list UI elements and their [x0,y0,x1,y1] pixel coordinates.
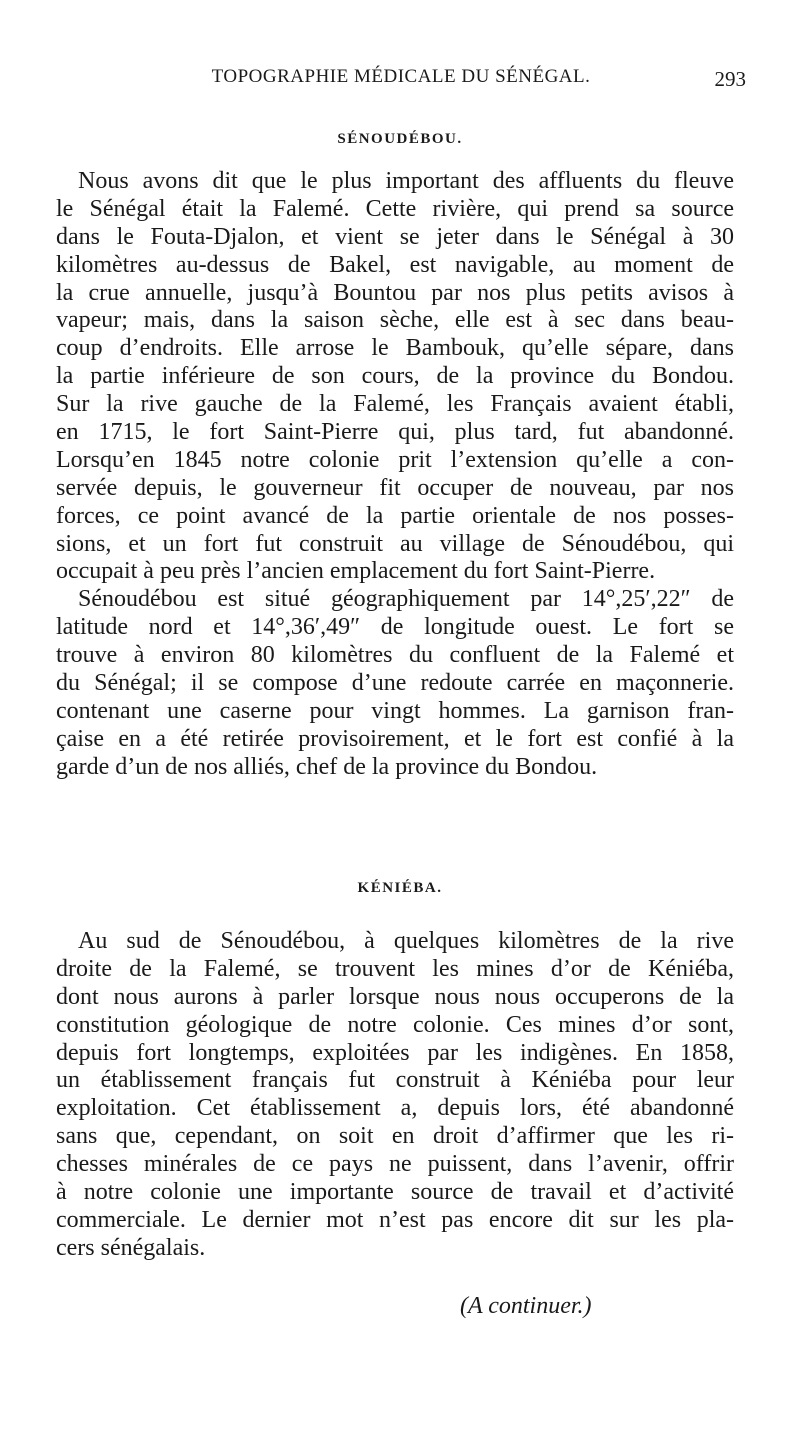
text-line: vapeur; mais, dans la saison sèche, elle est à sec dans beau- [56,307,734,334]
page-number: 293 [714,67,746,91]
running-title: TOPOGRAPHIE MÉDICALE DU SÉNÉGAL. [211,66,591,87]
text-line: dont nous aurons à parler lorsque nous nous occuperons de la [56,983,734,1010]
text-line: depuis fort longtemps, exploitées par les indigènes. En 1858, [56,1039,734,1066]
text-line: contenant une caserne pour vingt hommes. La garnison fran- [56,697,734,724]
text-line: occupait à peu près l’ancien emplacement du fort Saint-Pierre. [56,558,656,585]
text-line: latitude nord et 14°,36′,49″ de longitude ouest. Le fort se [56,614,734,641]
continuation-note: (A continuer.) [460,1293,592,1319]
text-line: Sur la rive gauche de la Falemé, les Français avaient établi, [56,391,734,418]
text-line: un établissement français fut construit à Kéniéba pour leur [56,1067,734,1094]
running-head [56,62,746,92]
text-line: le Sénégal était la Falemé. Cette rivière, qui prend sa source [56,195,734,222]
text-line: en 1715, le fort Saint-Pierre qui, plus tard, fut abandonné. [56,419,734,446]
text-line: droite de la Falemé, se trouvent les mines d’or de Kéniéba, [56,955,734,982]
text-line: la crue annuelle, jusqu’à Bountou par nos plus petits avisos à [56,279,734,306]
text-line: Au sud de Sénoudébou, à quelques kilomètres de la rive [78,928,734,954]
text-line: commerciale. Le dernier mot n’est pas encore dit sur les pla- [56,1206,734,1233]
text-line: sions, et un fort fut construit au village de Sénoudébou, qui [56,530,734,557]
text-line: Sénoudébou est situé géographiquement par 14°,25′,22″ de [78,586,734,613]
text-line: du Sénégal; il se compose d’une redoute carrée en maçonnerie. [56,670,734,697]
text-line: sans que, cependant, on soit en droit d’affirmer que les ri- [56,1123,734,1150]
text-line: Lorsqu’en 1845 notre colonie prit l’extension qu’elle a con- [56,446,734,473]
text-line: la partie inférieure de son cours, de la province du Bondou. [56,363,734,390]
text-line: coup d’endroits. Elle arrose le Bambouk, qu’elle sépare, dans [56,335,734,362]
section-heading-senoudebou: SÉNOUDÉBOU. [337,131,463,147]
text-line: à notre colonie une importante source de travail et d’activité [56,1179,734,1206]
section-knieba [56,928,734,1263]
text-line: dans le Fouta-Djalon, et vient se jeter dans le Sénégal à 30 [56,223,734,250]
text-line: Nous avons dit que le plus important des affluents du fleuve [78,168,734,194]
text-line: kilomètres au-dessus de Bakel, est navigable, au moment de [56,251,734,278]
section-senoudebou [56,168,734,782]
text-line: cers sénégalais. [56,1234,206,1261]
text-line: constitution géologique de notre colonie. Ces mines d’or sont, [56,1011,734,1038]
text-line: chesses minérales de ce pays ne puissent, dans l’avenir, offrir [56,1151,734,1178]
text-line: trouve à environ 80 kilomètres du confluent de la Falemé et [56,642,734,669]
text-line: exploitation. Cet établissement a, depuis lors, été abandonné [56,1095,734,1122]
text-line: servée depuis, le gouverneur fit occuper de nouveau, par nos [56,474,734,501]
text-line: garde d’un de nos alliés, chef de la province du Bondou. [56,753,598,780]
section-heading-knieba: KÉNIÉBA. [357,880,443,896]
text-line: çaise en a été retirée provisoirement, et le fort est confié à la [56,725,734,752]
text-line: forces, ce point avancé de la partie orientale de nos posses- [56,502,734,529]
